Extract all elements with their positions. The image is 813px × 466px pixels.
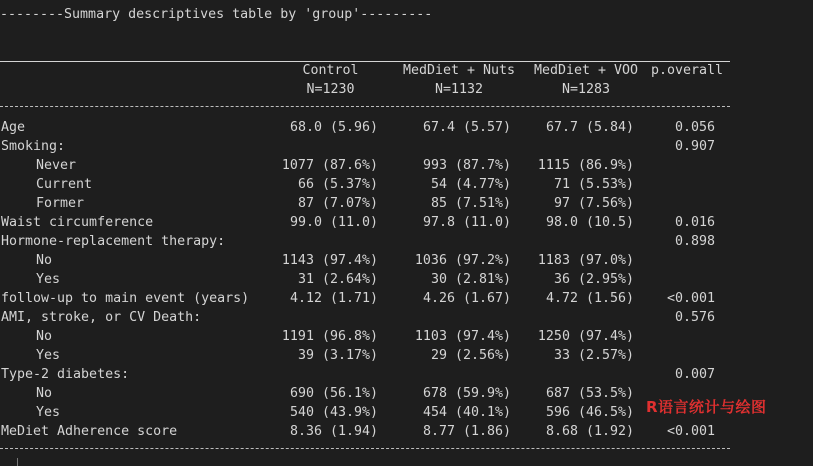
cell-control: 31 (2.64%) xyxy=(297,272,378,287)
row-label: follow-up to main event (years) xyxy=(1,291,250,306)
row-label: Age xyxy=(1,120,26,135)
cell-meddiet-nuts: 67.4 (5.57) xyxy=(422,120,511,135)
cell-meddiet-voo: 71 (5.53%) xyxy=(553,177,634,192)
row-label: Never xyxy=(36,158,77,173)
cell-meddiet-nuts: 4.26 (1.67) xyxy=(422,291,511,306)
cell-p-overall: 0.056 xyxy=(674,120,715,135)
header-meddiet-nuts: MedDiet + Nuts xyxy=(402,63,516,78)
row-label: Type-2 diabetes: xyxy=(1,367,130,382)
table-title-line: --------Summary descriptives table by 'group'--------- xyxy=(0,7,433,22)
row-label: Former xyxy=(36,196,85,211)
cell-meddiet-nuts: 1036 (97.2%) xyxy=(414,253,511,268)
cell-p-overall: 0.898 xyxy=(674,234,715,249)
cell-meddiet-voo: 1115 (86.9%) xyxy=(537,158,634,173)
header-rule xyxy=(0,106,730,107)
cell-meddiet-nuts: 8.77 (1.86) xyxy=(422,424,511,439)
row-label: Waist circumference xyxy=(1,215,154,230)
cell-control: 4.12 (1.71) xyxy=(289,291,378,306)
cell-meddiet-nuts: 1103 (97.4%) xyxy=(414,329,511,344)
cell-control: 39 (3.17%) xyxy=(297,348,378,363)
header-meddiet-nuts-n: N=1132 xyxy=(434,82,484,97)
cell-meddiet-voo: 98.0 (10.5) xyxy=(545,215,634,230)
text-cursor xyxy=(17,458,18,466)
watermark-text: R语言统计与绘图 xyxy=(646,398,767,416)
cell-control: 1191 (96.8%) xyxy=(281,329,378,344)
cell-meddiet-nuts: 993 (87.7%) xyxy=(422,158,511,173)
cell-control: 540 (43.9%) xyxy=(289,405,378,420)
cell-control: 690 (56.1%) xyxy=(289,386,378,401)
cell-meddiet-voo: 67.7 (5.84) xyxy=(545,120,634,135)
row-label: No xyxy=(36,253,53,268)
cell-meddiet-voo: 8.68 (1.92) xyxy=(545,424,634,439)
cell-control: 1077 (87.6%) xyxy=(281,158,378,173)
cell-meddiet-voo: 36 (2.95%) xyxy=(553,272,634,287)
cell-control: 68.0 (5.96) xyxy=(289,120,378,135)
cell-control: 8.36 (1.94) xyxy=(289,424,378,439)
cell-meddiet-voo: 33 (2.57%) xyxy=(553,348,634,363)
row-label: MeDiet Adherence score xyxy=(1,424,178,439)
cell-meddiet-voo: 596 (46.5%) xyxy=(545,405,634,420)
header-control-n: N=1230 xyxy=(306,82,355,97)
cell-meddiet-nuts: 54 (4.77%) xyxy=(430,177,511,192)
cell-p-overall: 0.007 xyxy=(674,367,715,382)
cell-meddiet-voo: 1250 (97.4%) xyxy=(537,329,634,344)
header-meddiet-voo: MedDiet + VOO xyxy=(533,63,639,78)
cell-meddiet-nuts: 85 (7.51%) xyxy=(430,196,511,211)
header-control: Control xyxy=(302,63,359,78)
bottom-rule xyxy=(0,448,730,449)
row-label: No xyxy=(36,329,53,344)
cell-meddiet-nuts: 97.8 (11.0) xyxy=(422,215,511,230)
top-rule xyxy=(0,61,730,62)
cell-p-overall: 0.907 xyxy=(674,139,715,154)
header-p-overall: p.overall xyxy=(651,63,724,78)
cell-p-overall: <0.001 xyxy=(666,424,715,439)
cell-meddiet-nuts: 678 (59.9%) xyxy=(422,386,511,401)
row-label: Current xyxy=(36,177,93,192)
cell-meddiet-voo: 687 (53.5%) xyxy=(545,386,634,401)
row-label: Yes xyxy=(36,348,61,363)
cell-meddiet-voo: 1183 (97.0%) xyxy=(537,253,634,268)
row-label: No xyxy=(36,386,53,401)
row-label: Smoking: xyxy=(1,139,66,154)
cell-control: 99.0 (11.0) xyxy=(289,215,378,230)
cell-p-overall: 0.576 xyxy=(674,310,715,325)
row-label: Hormone-replacement therapy: xyxy=(1,234,226,249)
cell-meddiet-nuts: 29 (2.56%) xyxy=(430,348,511,363)
cell-meddiet-nuts: 30 (2.81%) xyxy=(430,272,511,287)
header-meddiet-voo-n: N=1283 xyxy=(561,82,611,97)
cell-control: 1143 (97.4%) xyxy=(281,253,378,268)
cell-meddiet-nuts: 454 (40.1%) xyxy=(422,405,511,420)
row-label: Yes xyxy=(36,272,61,287)
cell-p-overall: <0.001 xyxy=(666,291,715,306)
cell-control: 87 (7.07%) xyxy=(297,196,378,211)
cell-meddiet-voo: 4.72 (1.56) xyxy=(545,291,634,306)
row-label: AMI, stroke, or CV Death: xyxy=(1,310,202,325)
cell-meddiet-voo: 97 (7.56%) xyxy=(553,196,634,211)
row-label: Yes xyxy=(36,405,61,420)
cell-p-overall: 0.016 xyxy=(674,215,715,230)
cell-control: 66 (5.37%) xyxy=(297,177,378,192)
